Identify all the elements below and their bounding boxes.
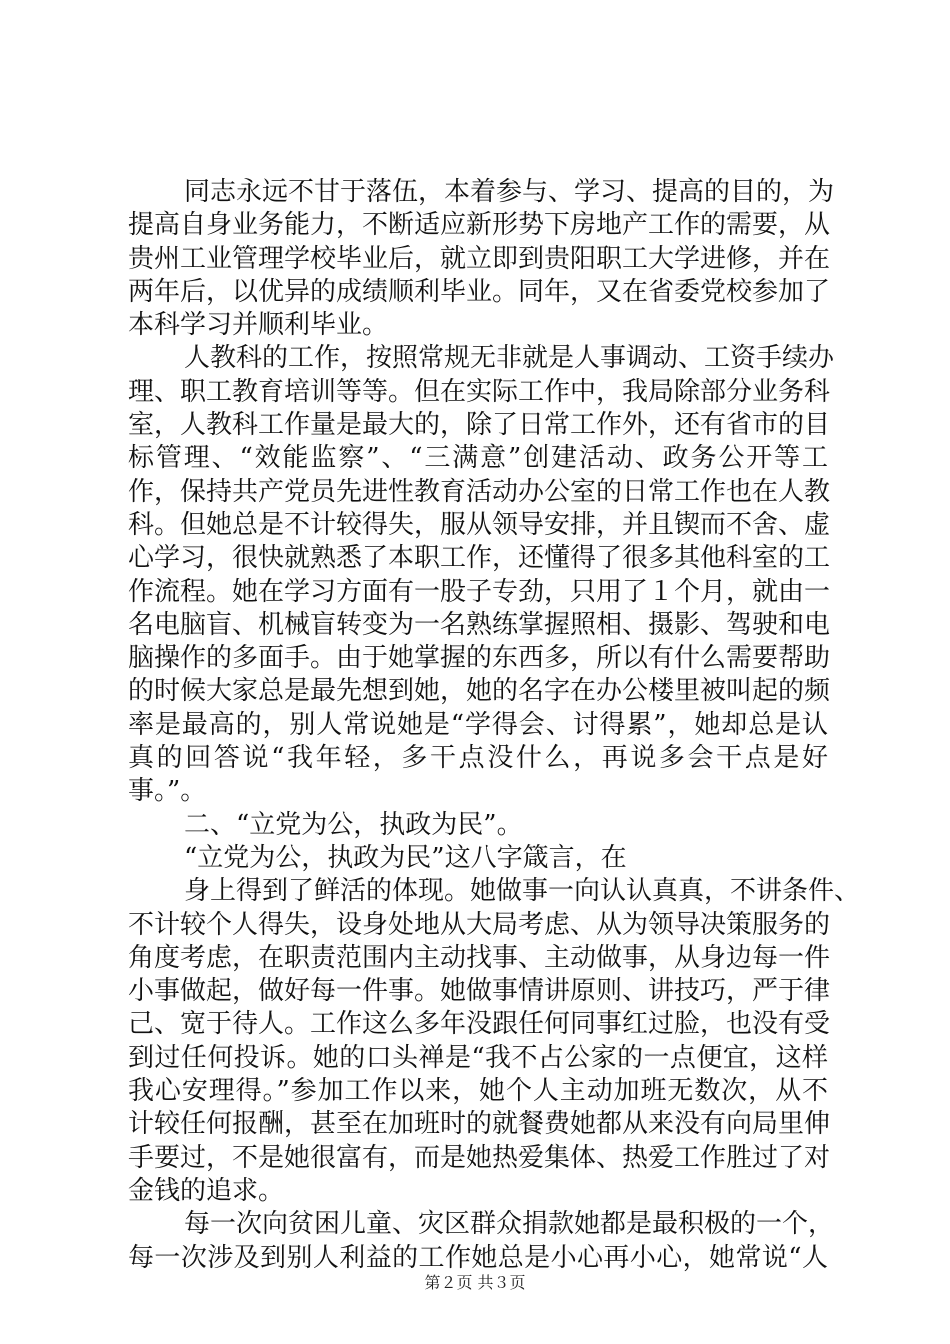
text-line: 不计较个人得失，设身处地从大局考虑、从为领导决策服务的: [128, 909, 831, 940]
document-body: [128, 176, 861, 1275]
text-line: 率是最高的，别人常说她是“学得会、讨得累”，她却总是认: [128, 709, 828, 740]
text-line: 提高自身业务能力，不断适应新形势下房地产工作的需要，从: [128, 210, 831, 241]
text-line: 身上得到了鲜活的体现。她做事一向认认真真，不讲条件、: [184, 876, 861, 907]
text-line: 小事做起，做好每一件事。她做事情讲原则、讲技巧，严于律: [128, 976, 831, 1007]
text-line: 计较任何报酬，甚至在加班时的就餐费她都从来没有向局里伸: [128, 1109, 831, 1140]
text-line: 人教科的工作，按照常规无非就是人事调动、工资手续办: [184, 343, 835, 374]
text-line: 同志永远不甘于落伍，本着参与、学习、提高的目的，为: [184, 177, 835, 207]
page-number: 第２页 共３页: [424, 1273, 526, 1292]
text-line: 每一次涉及到别人利益的工作她总是小心再小心，她常说“人: [128, 1242, 828, 1273]
text-line: 本科学习并顺利毕业。: [128, 310, 389, 341]
text-line: 己、宽于待人。工作这么多年没跟任何同事红过脸，也没有受: [128, 1009, 831, 1040]
text-line: 室，人教科工作量是最大的，除了日常工作外，还有省市的目: [128, 410, 831, 441]
text-line: 两年后，以优异的成绩顺利毕业。同年，又在省委党校参加了: [128, 276, 831, 307]
text-line: 到过任何投诉。她的口头禅是“我不占公家的一点便宜，这样: [128, 1042, 828, 1073]
text-line: 作，保持共产党员先进性教育活动办公室的日常工作也在人教: [128, 476, 831, 507]
text-line: “立党为公，执政为民”这八字箴言，在: [184, 842, 627, 873]
text-line: 名电脑盲、机械盲转变为一名熟练掌握照相、摄影、驾驶和电: [128, 609, 831, 640]
text-line: 贵州工业管理学校毕业后，就立即到贵阳职工大学进修，并在: [128, 243, 831, 274]
text-line: 理、职工教育培训等等。但在实际工作中，我局除部分业务科: [128, 376, 831, 407]
text-line: 金钱的追求。: [128, 1175, 285, 1206]
text-line: 角度考虑，在职责范围内主动找事、主动做事，从身边每一件: [128, 942, 831, 973]
text-line: 我心安理得。”参加工作以来，她个人主动加班无数次，从不: [128, 1076, 828, 1107]
page-footer: [0, 1270, 950, 1293]
text-line: 作流程。她在学习方面有一股子专劲，只用了１个月，就由一: [128, 576, 831, 607]
text-line: 科。但她总是不计较得失，服从领导安排，并且锲而不舍、虚: [128, 509, 831, 540]
section-heading: 二、“立党为公，执政为民”。: [184, 809, 523, 840]
text-line: 心学习，很快就熟悉了本职工作，还懂得了很多其他科室的工: [128, 543, 831, 574]
text-line: 事。”。: [128, 776, 207, 807]
text-line: 标管理、“效能监察”、“三满意”创建活动、政务公开等工: [128, 443, 828, 474]
text-line: 的时候大家总是最先想到她，她的名字在办公楼里被叫起的频: [128, 676, 831, 707]
text-line: 脑操作的多面手。由于她掌握的东西多，所以有什么需要帮助: [128, 643, 831, 674]
text-line: 真的回答说“我年轻，多干点没什么，再说多会干点是好: [128, 743, 828, 774]
text-line: 每一次向贫困儿童、灾区群众捐款她都是最积极的一个，: [184, 1209, 835, 1240]
text-line: 手要过，不是她很富有，而是她热爱集体、热爱工作胜过了对: [128, 1142, 831, 1173]
